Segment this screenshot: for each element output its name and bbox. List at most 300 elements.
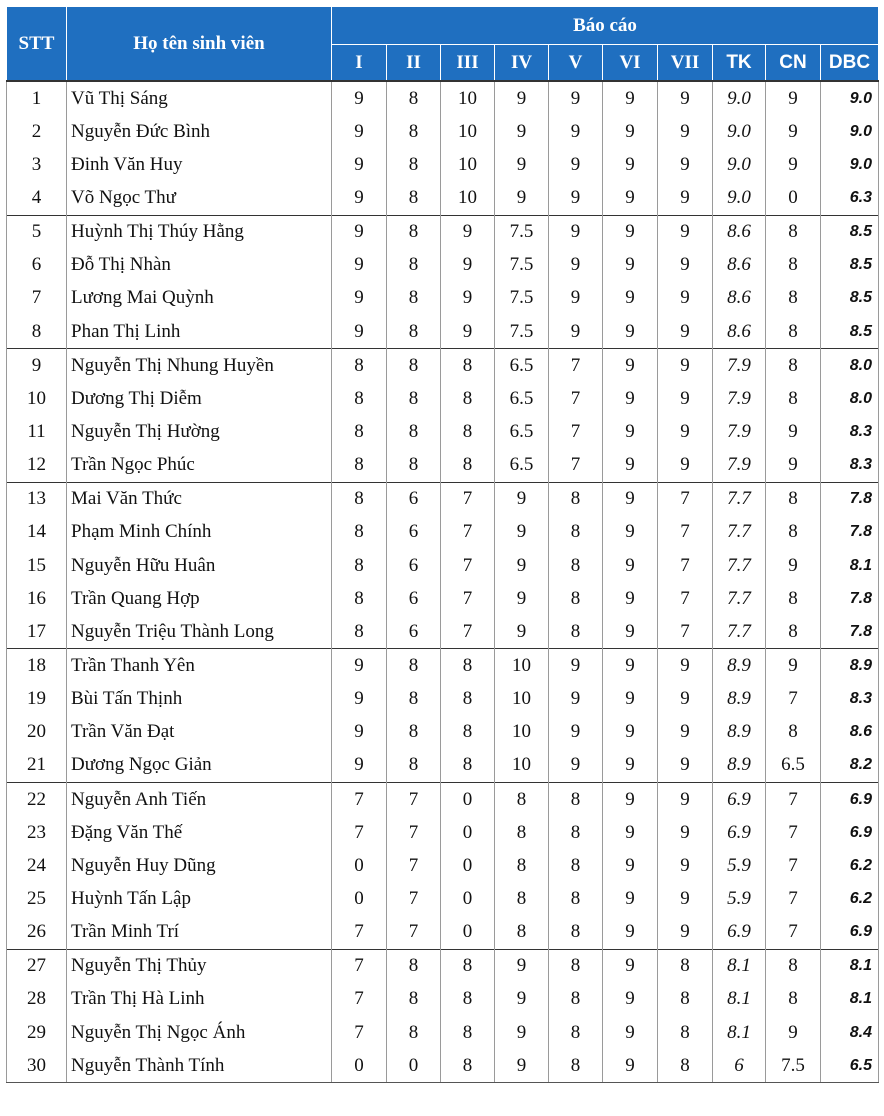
row-score: 9 (658, 649, 713, 683)
row-score: 8 (549, 916, 603, 950)
row-stt: 13 (7, 482, 67, 516)
row-score: 9 (495, 115, 549, 148)
row-dbc: 8.3 (821, 683, 879, 716)
row-dbc: 6.2 (821, 849, 879, 882)
row-dbc: 8.5 (821, 215, 879, 249)
row-score: 9 (603, 916, 658, 950)
row-cn: 8 (766, 716, 821, 749)
row-score: 8 (387, 749, 441, 783)
row-score: 8 (441, 349, 495, 383)
row-score: 7 (441, 615, 495, 649)
row-score: 9 (603, 615, 658, 649)
row-student-name: Trần Văn Đạt (67, 716, 332, 749)
row-student-name: Nguyễn Hữu Huân (67, 549, 332, 582)
row-dbc: 7.8 (821, 482, 879, 516)
row-score: 9 (658, 282, 713, 315)
row-student-name: Trần Ngọc Phúc (67, 449, 332, 483)
row-score: 8 (441, 649, 495, 683)
row-cn: 7 (766, 849, 821, 882)
row-score: 9 (549, 181, 603, 215)
row-score: 8 (387, 649, 441, 683)
row-score: 7 (332, 816, 387, 849)
row-tk: 8.6 (713, 215, 766, 249)
row-stt: 16 (7, 582, 67, 615)
row-tk: 9.0 (713, 181, 766, 215)
row-dbc: 8.9 (821, 649, 879, 683)
row-score: 9 (603, 582, 658, 615)
row-tk: 8.1 (713, 949, 766, 983)
row-score: 7.5 (495, 315, 549, 349)
row-stt: 12 (7, 449, 67, 483)
row-student-name: Đặng Văn Thế (67, 816, 332, 849)
row-dbc: 6.5 (821, 1049, 879, 1083)
row-score: 9 (603, 482, 658, 516)
row-tk: 9.0 (713, 81, 766, 115)
header-col-i: I (332, 45, 387, 82)
row-score: 8 (441, 1049, 495, 1083)
row-score: 8 (332, 382, 387, 415)
row-stt: 30 (7, 1049, 67, 1083)
row-stt: 15 (7, 549, 67, 582)
row-score: 7.5 (495, 282, 549, 315)
row-stt: 3 (7, 148, 67, 181)
row-score: 0 (441, 849, 495, 882)
row-cn: 8 (766, 582, 821, 615)
row-score: 7 (332, 916, 387, 950)
row-dbc: 6.9 (821, 816, 879, 849)
table-row (7, 81, 879, 115)
row-score: 10 (495, 683, 549, 716)
row-student-name: Nguyễn Thị Thủy (67, 949, 332, 983)
row-score: 9 (495, 482, 549, 516)
row-score: 9 (658, 816, 713, 849)
row-student-name: Phan Thị Linh (67, 315, 332, 349)
row-cn: 9 (766, 415, 821, 448)
row-score: 9 (549, 315, 603, 349)
row-student-name: Nguyễn Thị Nhung Huyền (67, 349, 332, 383)
row-score: 9 (603, 382, 658, 415)
row-score: 9 (549, 716, 603, 749)
table-row (7, 882, 879, 915)
table-row (7, 549, 879, 582)
row-score: 9 (603, 849, 658, 882)
row-student-name: Phạm Minh Chính (67, 516, 332, 549)
table-row (7, 1016, 879, 1049)
row-stt: 2 (7, 115, 67, 148)
header-stt: STT (7, 7, 67, 82)
row-cn: 7 (766, 916, 821, 950)
row-tk: 7.7 (713, 549, 766, 582)
row-score: 8 (549, 549, 603, 582)
row-score: 9 (332, 148, 387, 181)
row-score: 8 (658, 983, 713, 1016)
row-score: 7 (658, 516, 713, 549)
table-row (7, 115, 879, 148)
row-score: 8 (495, 816, 549, 849)
row-score: 9 (332, 649, 387, 683)
table-row (7, 916, 879, 950)
row-student-name: Nguyễn Anh Tiến (67, 782, 332, 816)
row-stt: 22 (7, 782, 67, 816)
row-score: 8 (387, 716, 441, 749)
table-row (7, 148, 879, 181)
table-row (7, 683, 879, 716)
row-score: 9 (603, 983, 658, 1016)
row-student-name: Nguyễn Thị Ngọc Ánh (67, 1016, 332, 1049)
grades-table (6, 6, 879, 1083)
row-score: 9 (658, 683, 713, 716)
row-score: 7 (332, 949, 387, 983)
row-score: 6 (387, 615, 441, 649)
row-score: 9 (441, 315, 495, 349)
table-row (7, 983, 879, 1016)
row-score: 9 (658, 315, 713, 349)
row-dbc: 9.0 (821, 115, 879, 148)
row-score: 10 (495, 749, 549, 783)
row-score: 9 (658, 749, 713, 783)
row-score: 9 (658, 716, 713, 749)
row-tk: 8.9 (713, 649, 766, 683)
row-score: 8 (332, 582, 387, 615)
row-stt: 4 (7, 181, 67, 215)
row-cn: 8 (766, 215, 821, 249)
row-tk: 9.0 (713, 148, 766, 181)
table-row (7, 382, 879, 415)
row-score: 8 (441, 949, 495, 983)
row-score: 8 (495, 916, 549, 950)
row-score: 9 (495, 148, 549, 181)
row-score: 9 (603, 882, 658, 915)
row-score: 9 (658, 249, 713, 282)
row-score: 9 (603, 449, 658, 483)
row-score: 7 (387, 849, 441, 882)
row-tk: 8.9 (713, 749, 766, 783)
row-tk: 8.1 (713, 983, 766, 1016)
row-score: 9 (549, 683, 603, 716)
row-stt: 14 (7, 516, 67, 549)
row-dbc: 8.6 (821, 716, 879, 749)
row-score: 9 (603, 148, 658, 181)
row-dbc: 9.0 (821, 81, 879, 115)
row-score: 8 (441, 983, 495, 1016)
row-score: 9 (658, 115, 713, 148)
row-score: 8 (549, 882, 603, 915)
row-score: 8 (387, 315, 441, 349)
row-score: 9 (549, 115, 603, 148)
row-score: 7 (387, 782, 441, 816)
row-score: 9 (441, 282, 495, 315)
row-cn: 7 (766, 816, 821, 849)
row-score: 8 (387, 215, 441, 249)
table-row (7, 649, 879, 683)
row-stt: 18 (7, 649, 67, 683)
row-stt: 23 (7, 816, 67, 849)
row-score: 9 (332, 749, 387, 783)
row-score: 9 (603, 249, 658, 282)
row-score: 8 (549, 482, 603, 516)
row-score: 9 (549, 215, 603, 249)
row-score: 9 (603, 1016, 658, 1049)
row-tk: 6 (713, 1049, 766, 1083)
row-score: 6.5 (495, 382, 549, 415)
row-score: 7 (658, 482, 713, 516)
row-score: 9 (603, 282, 658, 315)
row-student-name: Nguyễn Triệu Thành Long (67, 615, 332, 649)
row-score: 8 (658, 1049, 713, 1083)
row-score: 8 (332, 349, 387, 383)
row-score: 9 (332, 249, 387, 282)
row-dbc: 8.3 (821, 415, 879, 448)
row-cn: 8 (766, 615, 821, 649)
row-cn: 9 (766, 449, 821, 483)
row-dbc: 8.4 (821, 1016, 879, 1049)
row-score: 8 (495, 782, 549, 816)
table-row (7, 482, 879, 516)
row-stt: 27 (7, 949, 67, 983)
row-student-name: Võ Ngọc Thư (67, 181, 332, 215)
row-score: 7 (549, 415, 603, 448)
row-score: 9 (603, 683, 658, 716)
header-report-group: Báo cáo (332, 7, 879, 45)
row-score: 9 (495, 983, 549, 1016)
row-score: 9 (658, 916, 713, 950)
header-col-tk: TK (713, 45, 766, 82)
row-score: 8 (495, 882, 549, 915)
row-tk: 7.7 (713, 482, 766, 516)
row-student-name: Bùi Tấn Thịnh (67, 683, 332, 716)
row-student-name: Trần Thị Hà Linh (67, 983, 332, 1016)
row-student-name: Nguyễn Thị Hường (67, 415, 332, 448)
table-row (7, 249, 879, 282)
row-score: 9 (332, 115, 387, 148)
row-score: 7 (549, 349, 603, 383)
header-col-ii: II (387, 45, 441, 82)
row-score: 9 (495, 549, 549, 582)
row-score: 9 (549, 282, 603, 315)
row-tk: 7.7 (713, 516, 766, 549)
header-col-iv: IV (495, 45, 549, 82)
row-tk: 7.9 (713, 382, 766, 415)
row-stt: 7 (7, 282, 67, 315)
row-tk: 6.9 (713, 916, 766, 950)
row-score: 7 (549, 382, 603, 415)
row-score: 8 (441, 1016, 495, 1049)
row-score: 8 (549, 516, 603, 549)
row-student-name: Nguyễn Thành Tính (67, 1049, 332, 1083)
table-row (7, 782, 879, 816)
row-score: 8 (549, 1016, 603, 1049)
row-tk: 7.9 (713, 349, 766, 383)
table-row (7, 449, 879, 483)
row-score: 8 (658, 949, 713, 983)
row-score: 9 (332, 282, 387, 315)
row-score: 9 (603, 516, 658, 549)
row-stt: 29 (7, 1016, 67, 1049)
row-dbc: 8.1 (821, 983, 879, 1016)
row-score: 9 (658, 215, 713, 249)
table-row (7, 716, 879, 749)
row-score: 8 (441, 716, 495, 749)
row-score: 0 (441, 782, 495, 816)
row-score: 0 (441, 816, 495, 849)
row-score: 7 (332, 983, 387, 1016)
row-stt: 21 (7, 749, 67, 783)
row-score: 8 (387, 415, 441, 448)
row-score: 10 (495, 649, 549, 683)
row-tk: 5.9 (713, 882, 766, 915)
row-stt: 19 (7, 683, 67, 716)
row-dbc: 8.5 (821, 249, 879, 282)
row-score: 7 (441, 482, 495, 516)
row-stt: 11 (7, 415, 67, 448)
row-score: 9 (495, 81, 549, 115)
row-dbc: 6.3 (821, 181, 879, 215)
row-score: 9 (495, 615, 549, 649)
row-cn: 6.5 (766, 749, 821, 783)
row-cn: 8 (766, 949, 821, 983)
table-row (7, 949, 879, 983)
row-student-name: Huỳnh Tấn Lập (67, 882, 332, 915)
row-score: 8 (387, 1016, 441, 1049)
row-score: 8 (441, 415, 495, 448)
row-score: 8 (495, 849, 549, 882)
row-score: 10 (495, 716, 549, 749)
row-tk: 8.9 (713, 683, 766, 716)
table-row (7, 516, 879, 549)
row-dbc: 8.0 (821, 349, 879, 383)
row-score: 9 (441, 249, 495, 282)
row-score: 8 (332, 549, 387, 582)
row-cn: 8 (766, 249, 821, 282)
row-score: 9 (658, 449, 713, 483)
row-score: 9 (549, 81, 603, 115)
row-score: 8 (387, 148, 441, 181)
table-row (7, 749, 879, 783)
table-row (7, 349, 879, 383)
row-student-name: Trần Thanh Yên (67, 649, 332, 683)
row-tk: 7.9 (713, 449, 766, 483)
row-stt: 10 (7, 382, 67, 415)
row-score: 8 (332, 482, 387, 516)
row-student-name: Trần Quang Hợp (67, 582, 332, 615)
row-score: 9 (603, 115, 658, 148)
row-stt: 24 (7, 849, 67, 882)
row-score: 8 (549, 849, 603, 882)
row-score: 8 (549, 983, 603, 1016)
row-score: 9 (658, 382, 713, 415)
row-score: 9 (603, 1049, 658, 1083)
row-cn: 7.5 (766, 1049, 821, 1083)
row-score: 8 (387, 449, 441, 483)
row-student-name: Nguyễn Huy Dũng (67, 849, 332, 882)
row-score: 6.5 (495, 449, 549, 483)
row-score: 0 (441, 882, 495, 915)
row-student-name: Mai Văn Thức (67, 482, 332, 516)
row-score: 9 (332, 181, 387, 215)
row-score: 0 (332, 1049, 387, 1083)
row-tk: 7.7 (713, 615, 766, 649)
row-score: 7 (658, 549, 713, 582)
row-score: 8 (441, 749, 495, 783)
row-score: 9 (495, 582, 549, 615)
row-score: 9 (658, 415, 713, 448)
table-row (7, 282, 879, 315)
row-score: 9 (658, 81, 713, 115)
row-score: 9 (495, 516, 549, 549)
table-header (7, 7, 879, 82)
row-score: 8 (387, 282, 441, 315)
row-cn: 7 (766, 882, 821, 915)
row-student-name: Đỗ Thị Nhàn (67, 249, 332, 282)
row-score: 9 (603, 181, 658, 215)
row-dbc: 7.8 (821, 516, 879, 549)
row-student-name: Đinh Văn Huy (67, 148, 332, 181)
row-score: 7 (387, 816, 441, 849)
row-score: 8 (387, 949, 441, 983)
row-score: 9 (549, 249, 603, 282)
row-dbc: 6.9 (821, 782, 879, 816)
header-col-vii: VII (658, 45, 713, 82)
row-tk: 7.7 (713, 582, 766, 615)
row-cn: 9 (766, 1016, 821, 1049)
row-dbc: 7.8 (821, 582, 879, 615)
row-score: 9 (603, 782, 658, 816)
row-dbc: 8.3 (821, 449, 879, 483)
row-score: 9 (603, 816, 658, 849)
table-row (7, 415, 879, 448)
row-dbc: 8.1 (821, 549, 879, 582)
row-score: 10 (441, 81, 495, 115)
row-score: 9 (603, 749, 658, 783)
row-dbc: 7.8 (821, 615, 879, 649)
table-row (7, 816, 879, 849)
row-score: 8 (549, 615, 603, 649)
table-row (7, 1049, 879, 1083)
row-student-name: Dương Thị Diễm (67, 382, 332, 415)
header-col-v: V (549, 45, 603, 82)
row-cn: 8 (766, 315, 821, 349)
row-score: 9 (658, 849, 713, 882)
row-score: 7 (549, 449, 603, 483)
row-score: 8 (332, 516, 387, 549)
row-score: 9 (549, 148, 603, 181)
row-tk: 8.6 (713, 249, 766, 282)
row-cn: 8 (766, 382, 821, 415)
row-cn: 9 (766, 115, 821, 148)
row-cn: 8 (766, 482, 821, 516)
row-tk: 6.9 (713, 782, 766, 816)
row-cn: 7 (766, 782, 821, 816)
row-score: 9 (658, 148, 713, 181)
row-dbc: 8.2 (821, 749, 879, 783)
row-stt: 25 (7, 882, 67, 915)
row-cn: 7 (766, 683, 821, 716)
row-student-name: Huỳnh Thị Thúy Hằng (67, 215, 332, 249)
row-score: 9 (603, 315, 658, 349)
table-row (7, 582, 879, 615)
row-tk: 9.0 (713, 115, 766, 148)
row-score: 9 (495, 1049, 549, 1083)
row-student-name: Nguyễn Đức Bình (67, 115, 332, 148)
row-cn: 8 (766, 983, 821, 1016)
row-score: 10 (441, 181, 495, 215)
row-score: 8 (332, 415, 387, 448)
row-cn: 8 (766, 516, 821, 549)
row-stt: 8 (7, 315, 67, 349)
row-score: 9 (332, 215, 387, 249)
row-score: 7 (387, 916, 441, 950)
header-student-name: Họ tên sinh viên (67, 7, 332, 82)
